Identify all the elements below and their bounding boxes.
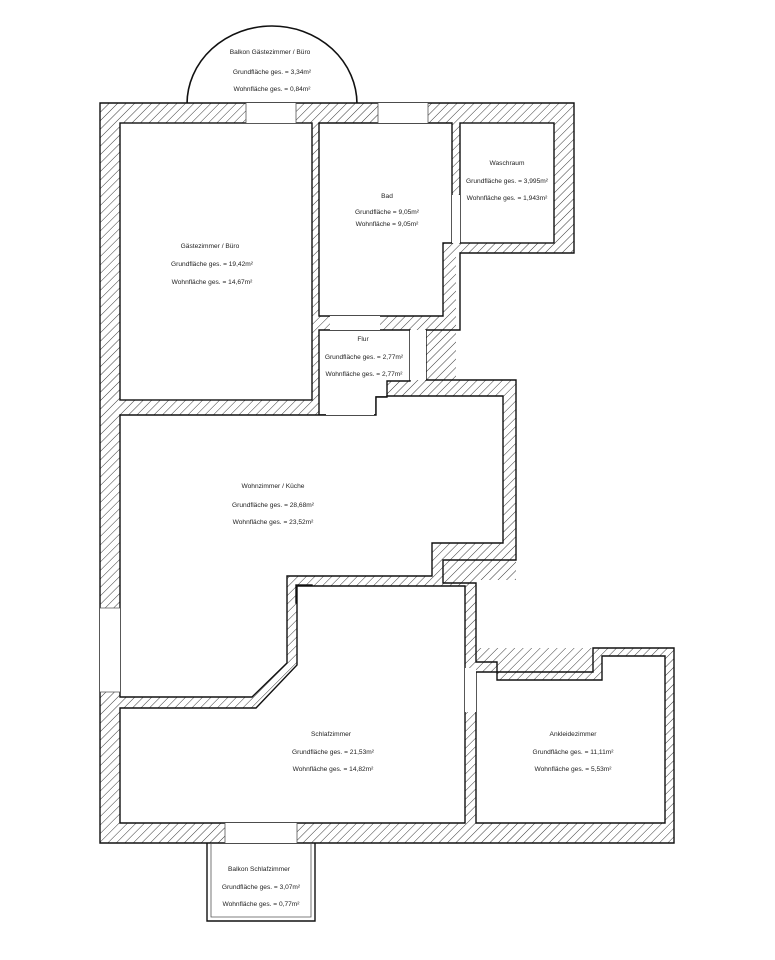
label-flur-wohn: Wohnfläche ges. = 2,77m² [325, 371, 403, 378]
window-bad [378, 103, 428, 123]
label-balkon-gaeste-name: Balkon Gästezimmer / Büro [229, 49, 311, 56]
label-balkon-schlaf-wohn: Wohnfläche ges. = 0,77m² [222, 901, 300, 908]
label-waschraum-name: Waschraum [489, 160, 525, 167]
label-gaeste-name: Gästezimmer / Büro [180, 243, 240, 250]
window-schlafzimmer-balcony [225, 823, 297, 843]
door-flur-wohnzimmer [326, 400, 374, 415]
label-wohnzimmer-grund: Grundfläche ges. = 28,68m² [232, 502, 314, 509]
label-gaeste-wohn: Wohnfläche ges. = 14,67m² [171, 279, 253, 286]
label-waschraum-grund: Grundfläche ges. = 3,995m² [466, 178, 548, 185]
label-flur-name: Flur [357, 336, 369, 343]
window-wohnzimmer-left [100, 608, 120, 692]
label-ankleide-grund: Grundfläche ges. = 11,11m² [532, 749, 614, 756]
label-waschraum-wohn: Wohnfläche ges. = 1,943m² [466, 195, 548, 202]
label-wohnzimmer-name: Wohnzimmer / Küche [241, 483, 305, 490]
room-bad [319, 123, 452, 316]
label-bad-grund: Grundfläche = 9,05m² [355, 209, 419, 216]
label-flur-grund: Grundfläche ges. = 2,77m² [324, 354, 404, 361]
door-bad-flur [330, 316, 380, 330]
label-ankleide-name: Ankleidezimmer [549, 731, 597, 738]
window-guest-balcony [246, 103, 296, 123]
label-ankleide-wohn: Wohnfläche ges. = 5,53m² [534, 766, 612, 773]
label-balkon-gaeste-grund: Grundfläche ges. = 3,34m² [232, 69, 312, 76]
label-balkon-schlaf-name: Balkon Schlafzimmer [228, 866, 290, 873]
label-balkon-schlaf-grund: Grundfläche ges. = 3,07m² [221, 884, 301, 891]
label-balkon-gaeste-wohn: Wohnfläche ges. = 0,84m² [233, 86, 311, 93]
label-wohnzimmer-wohn: Wohnfläche ges. = 23,52m² [232, 519, 314, 526]
rooms [120, 123, 665, 823]
door-ankleide [465, 668, 476, 712]
balcony-bedroom [207, 843, 315, 921]
door-flur-side [410, 330, 426, 380]
label-bad-name: Bad [381, 193, 393, 200]
label-gaeste-grund: Grundfläche ges. = 19,42m² [171, 261, 253, 268]
door-waschraum [452, 195, 460, 243]
label-schlaf-name: Schlafzimmer [311, 731, 351, 738]
label-schlaf-grund: Grundfläche ges. = 21,53m² [292, 749, 374, 756]
label-bad-wohn: Wohnfläche = 9,05m² [355, 221, 419, 228]
label-schlaf-wohn: Wohnfläche ges. = 14,82m² [292, 766, 374, 773]
room-ankleidezimmer [476, 656, 665, 823]
